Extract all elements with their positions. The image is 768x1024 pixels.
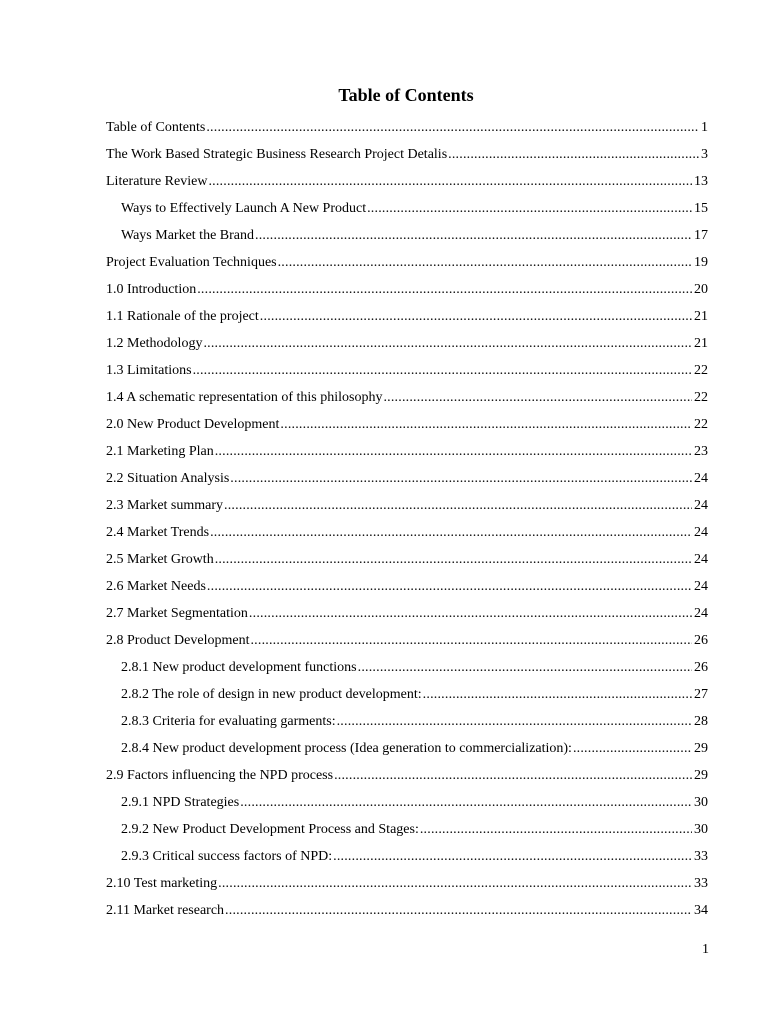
dot-leader — [448, 142, 699, 168]
toc-entry-page: 24 — [694, 498, 708, 513]
toc-entry-label: 2.9 Factors influencing the NPD process — [106, 768, 334, 783]
dot-leader — [207, 574, 692, 600]
toc-entry[interactable] — [106, 357, 708, 384]
toc-entry-label: 2.6 Market Needs — [106, 579, 206, 594]
dot-leader — [197, 277, 692, 303]
dot-leader — [420, 817, 692, 843]
toc-entry-page: 17 — [694, 228, 708, 243]
toc-entry-page: 3 — [701, 147, 708, 162]
toc-entry[interactable] — [106, 411, 708, 438]
dot-leader — [333, 844, 692, 870]
toc-entry[interactable] — [106, 330, 708, 357]
toc-entry-label: 2.7 Market Segmentation — [106, 606, 248, 621]
toc-entry-label: 1.2 Methodology — [106, 336, 203, 351]
toc-entry-page: 24 — [694, 525, 708, 540]
toc-entry-label: Ways to Effectively Launch A New Product — [121, 201, 367, 216]
toc-entry-page: 24 — [694, 606, 708, 621]
toc-entry-page: 1 — [701, 120, 708, 135]
dot-leader — [358, 655, 692, 681]
dot-leader — [383, 385, 692, 411]
toc-entry-label: Project Evaluation Techniques — [106, 255, 277, 270]
toc-entry-label: Ways Market the Brand — [121, 228, 254, 243]
toc-entry-label: 2.8.4 New product development process (Idea generation to commercialization): — [121, 741, 572, 756]
toc-entry[interactable] — [106, 303, 708, 330]
dot-leader — [573, 736, 692, 762]
toc-subentry[interactable] — [106, 681, 708, 708]
toc-entry-page: 24 — [694, 552, 708, 567]
dot-leader — [367, 196, 692, 222]
dot-leader — [203, 331, 692, 357]
toc-entry-page: 27 — [694, 687, 708, 702]
toc-entry-page: 33 — [694, 876, 708, 891]
toc-entry-page: 21 — [694, 336, 708, 351]
toc-entry-label: 2.9.1 NPD Strategies — [121, 795, 240, 810]
dot-leader — [240, 790, 692, 816]
dot-leader — [215, 547, 692, 573]
dot-leader — [224, 493, 692, 519]
toc-entry[interactable] — [106, 870, 708, 897]
dot-leader — [218, 871, 692, 897]
toc-entry-page: 13 — [694, 174, 708, 189]
toc-entry[interactable] — [106, 519, 708, 546]
toc-entry[interactable] — [106, 168, 708, 195]
toc-entry[interactable] — [106, 276, 708, 303]
toc-entry-label: 2.8 Product Development — [106, 633, 250, 648]
dot-leader — [280, 412, 692, 438]
toc-entry[interactable] — [106, 627, 708, 654]
toc-entry-label: 2.5 Market Growth — [106, 552, 214, 567]
toc-entry[interactable] — [106, 600, 708, 627]
toc-entry-page: 20 — [694, 282, 708, 297]
dot-leader — [210, 520, 692, 546]
dot-leader — [230, 466, 692, 492]
toc-entry-page: 30 — [694, 822, 708, 837]
toc-entry-page: 22 — [694, 363, 708, 378]
toc-entry-page: 24 — [694, 579, 708, 594]
toc-entry[interactable] — [106, 546, 708, 573]
dot-leader — [255, 223, 692, 249]
dot-leader — [250, 628, 692, 654]
toc-entry[interactable] — [106, 465, 708, 492]
toc-entry-page: 28 — [694, 714, 708, 729]
toc-subentry[interactable] — [106, 222, 708, 249]
toc-entry-page: 23 — [694, 444, 708, 459]
toc-entry[interactable] — [106, 384, 708, 411]
toc-list — [106, 114, 708, 924]
toc-entry-page: 19 — [694, 255, 708, 270]
dot-leader — [215, 439, 692, 465]
toc-entry-page: 15 — [694, 201, 708, 216]
toc-entry-label: Table of Contents — [106, 120, 206, 135]
toc-subentry[interactable] — [106, 654, 708, 681]
page-title: Table of Contents — [338, 85, 474, 105]
toc-entry[interactable] — [106, 573, 708, 600]
dot-leader — [206, 115, 699, 141]
toc-entry-label: 1.0 Introduction — [106, 282, 197, 297]
toc-entry[interactable] — [106, 438, 708, 465]
toc-entry[interactable] — [106, 141, 708, 168]
toc-entry-page: 33 — [694, 849, 708, 864]
toc-entry-label: 2.4 Market Trends — [106, 525, 210, 540]
dot-leader — [334, 763, 692, 789]
dot-leader — [225, 898, 692, 924]
dot-leader — [337, 709, 692, 735]
dot-leader — [193, 358, 692, 384]
toc-subentry[interactable] — [106, 708, 708, 735]
toc-entry-page: 26 — [694, 633, 708, 648]
toc-entry[interactable] — [106, 249, 708, 276]
toc-entry-label: 2.9.2 New Product Development Process and Stages: — [121, 822, 419, 837]
toc-entry-label: Literature Review — [106, 174, 208, 189]
toc-entry-page: 24 — [694, 471, 708, 486]
toc-entry-page: 34 — [694, 903, 708, 918]
toc-entry[interactable] — [106, 114, 708, 141]
toc-entry-page: 22 — [694, 390, 708, 405]
toc-subentry[interactable] — [106, 735, 708, 762]
toc-entry-label: The Work Based Strategic Business Research Project Detalis — [106, 147, 448, 162]
toc-entry-label: 1.4 A schematic representation of this philosophy — [106, 390, 383, 405]
dot-leader — [423, 682, 692, 708]
toc-entry-label: 1.3 Limitations — [106, 363, 192, 378]
toc-entry-label: 2.8.3 Criteria for evaluating garments: — [121, 714, 336, 729]
toc-entry-label: 2.1 Marketing Plan — [106, 444, 214, 459]
toc-entry-label: 2.8.1 New product development functions — [121, 660, 357, 675]
toc-entry-page: 29 — [694, 741, 708, 756]
dot-leader — [278, 250, 692, 276]
dot-leader — [260, 304, 692, 330]
toc-subentry[interactable] — [106, 789, 708, 816]
toc-subentry[interactable] — [106, 843, 708, 870]
toc-entry-label: 2.3 Market summary — [106, 498, 224, 513]
toc-entry[interactable] — [106, 897, 708, 924]
toc-entry[interactable] — [106, 762, 708, 789]
toc-entry-page: 22 — [694, 417, 708, 432]
dot-leader — [249, 601, 692, 627]
toc-entry-label: 2.10 Test marketing — [106, 876, 218, 891]
toc-entry-label: 2.2 Situation Analysis — [106, 471, 230, 486]
toc-entry-label: 2.0 New Product Development — [106, 417, 280, 432]
toc-entry[interactable] — [106, 492, 708, 519]
toc-entry-label: 2.9.3 Critical success factors of NPD: — [121, 849, 333, 864]
toc-entry-label: 1.1 Rationale of the project — [106, 309, 259, 324]
toc-subentry[interactable] — [106, 816, 708, 843]
toc-entry-page: 29 — [694, 768, 708, 783]
toc-entry-label: 2.11 Market research — [106, 903, 225, 918]
page-number: 1 — [702, 942, 709, 957]
toc-subentry[interactable] — [106, 195, 708, 222]
toc-entry-page: 21 — [694, 309, 708, 324]
toc-entry-label: 2.8.2 The role of design in new product development: — [121, 687, 422, 702]
dot-leader — [208, 169, 692, 195]
toc-entry-page: 26 — [694, 660, 708, 675]
toc-entry-page: 30 — [694, 795, 708, 810]
